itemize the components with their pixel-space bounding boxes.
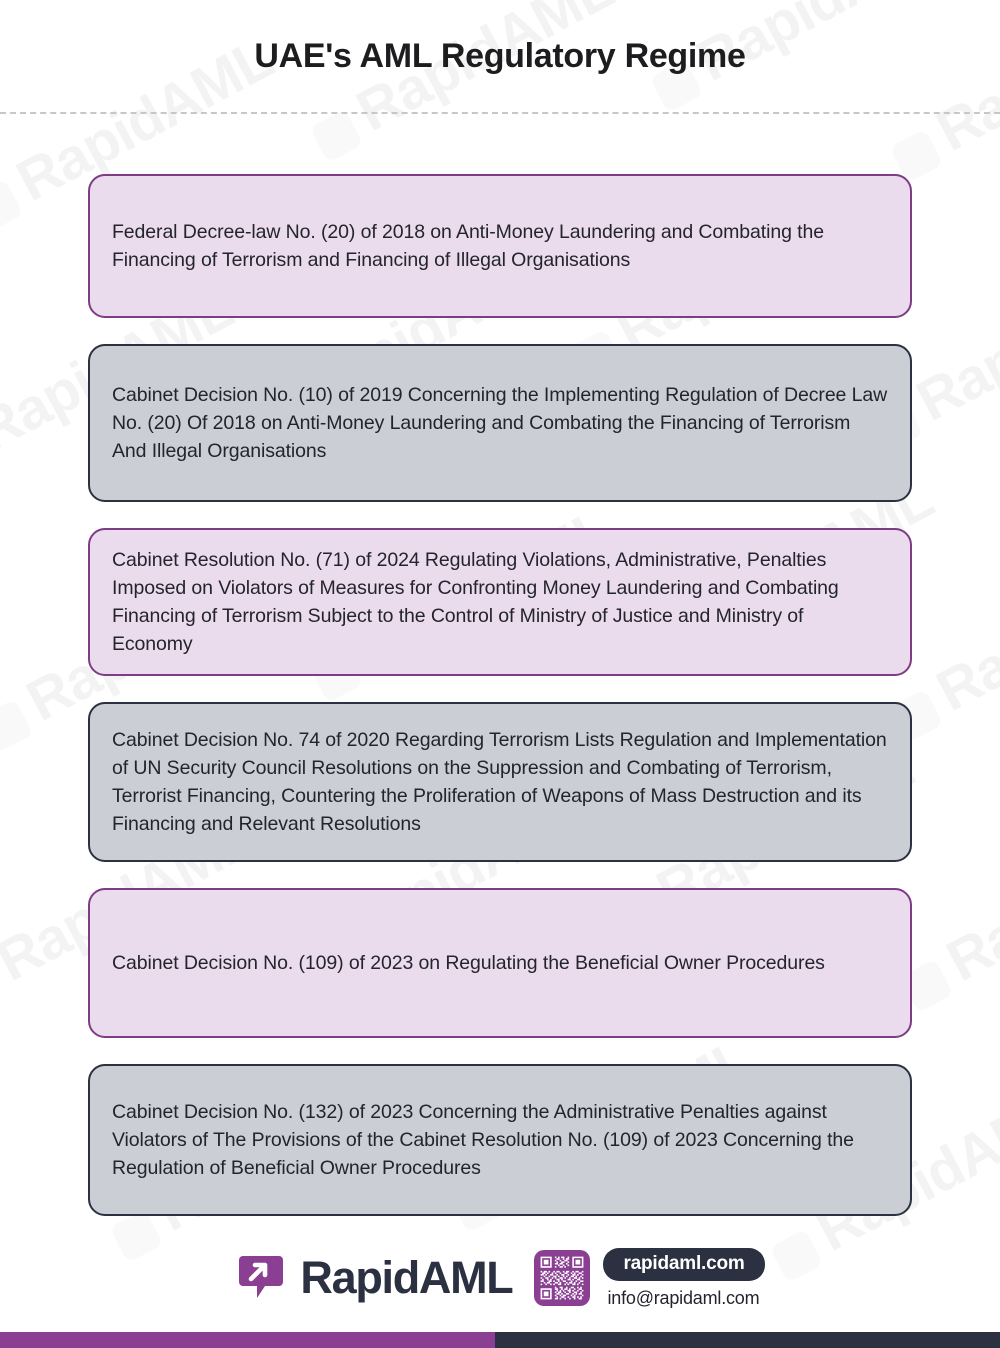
regulation-card-text: Cabinet Resolution No. (71) of 2024 Regulating Violations, Administrative, Penalties Imposed on Violators of Measures for Confronting Money Laundering and Combating Financing of Terrorism Subject to the Control of Ministry of Justice and Ministry of Economy <box>112 549 839 655</box>
regulation-card <box>88 528 912 676</box>
regulation-card <box>88 888 912 1038</box>
regulation-card-text: Cabinet Decision No. (10) of 2019 Concerning the Implementing Regulation of Decree Law No. (20) Of 2018 on Anti-Money Laundering and Combating the Financing of Terrorism And Illegal Organisations <box>112 384 888 462</box>
regulation-card-text: Federal Decree-law No. (20) of 2018 on Anti-Money Laundering and Combating the Financing of Terrorism and Financing of Illegal Organisations <box>112 221 824 271</box>
footer <box>0 1228 1000 1328</box>
regulation-card-text: Cabinet Decision No. (132) of 2023 Concerning the Administrative Penalties against Violators of The Provisions of the Cabinet Resolution No. (109) of 2023 Concerning the Regulation of Beneficial Owner Procedures <box>112 1101 854 1179</box>
contact-block <box>534 1248 764 1309</box>
regulation-card <box>88 702 912 862</box>
regulation-card-list <box>88 174 912 1242</box>
header <box>0 0 1000 112</box>
regulation-card-text: Cabinet Decision No. (109) of 2023 on Regulating the Beneficial Owner Procedures <box>112 952 825 974</box>
regulation-card-text: Cabinet Decision No. 74 of 2020 Regarding Terrorism Lists Regulation and Implementation of UN Security Council Resolutions on the Suppression and Combating of Terrorism, Terrorist Financing, Countering the Proliferation of Weapons of Mass Destruction and its Financing and Relevant Resolutions <box>112 729 887 835</box>
brand-name: RapidAML <box>300 1252 513 1303</box>
email-text[interactable]: info@rapidaml.com <box>607 1287 760 1308</box>
website-badge[interactable]: rapidaml.com <box>603 1248 764 1281</box>
bottom-accent-bar <box>0 1332 1000 1348</box>
regulation-card <box>88 1064 912 1216</box>
brand-logo <box>235 1252 512 1304</box>
contact-lines <box>603 1248 764 1309</box>
regulation-card <box>88 174 912 318</box>
bottom-accent-bar-purple <box>0 1332 495 1348</box>
bottom-accent-bar-navy <box>495 1332 1000 1348</box>
header-divider <box>0 112 1000 114</box>
regulation-card <box>88 344 912 502</box>
qr-code-icon[interactable] <box>534 1250 590 1306</box>
rapidaml-arrow-logo-icon <box>235 1252 287 1304</box>
page-title: UAE's AML Regulatory Regime <box>254 36 746 75</box>
